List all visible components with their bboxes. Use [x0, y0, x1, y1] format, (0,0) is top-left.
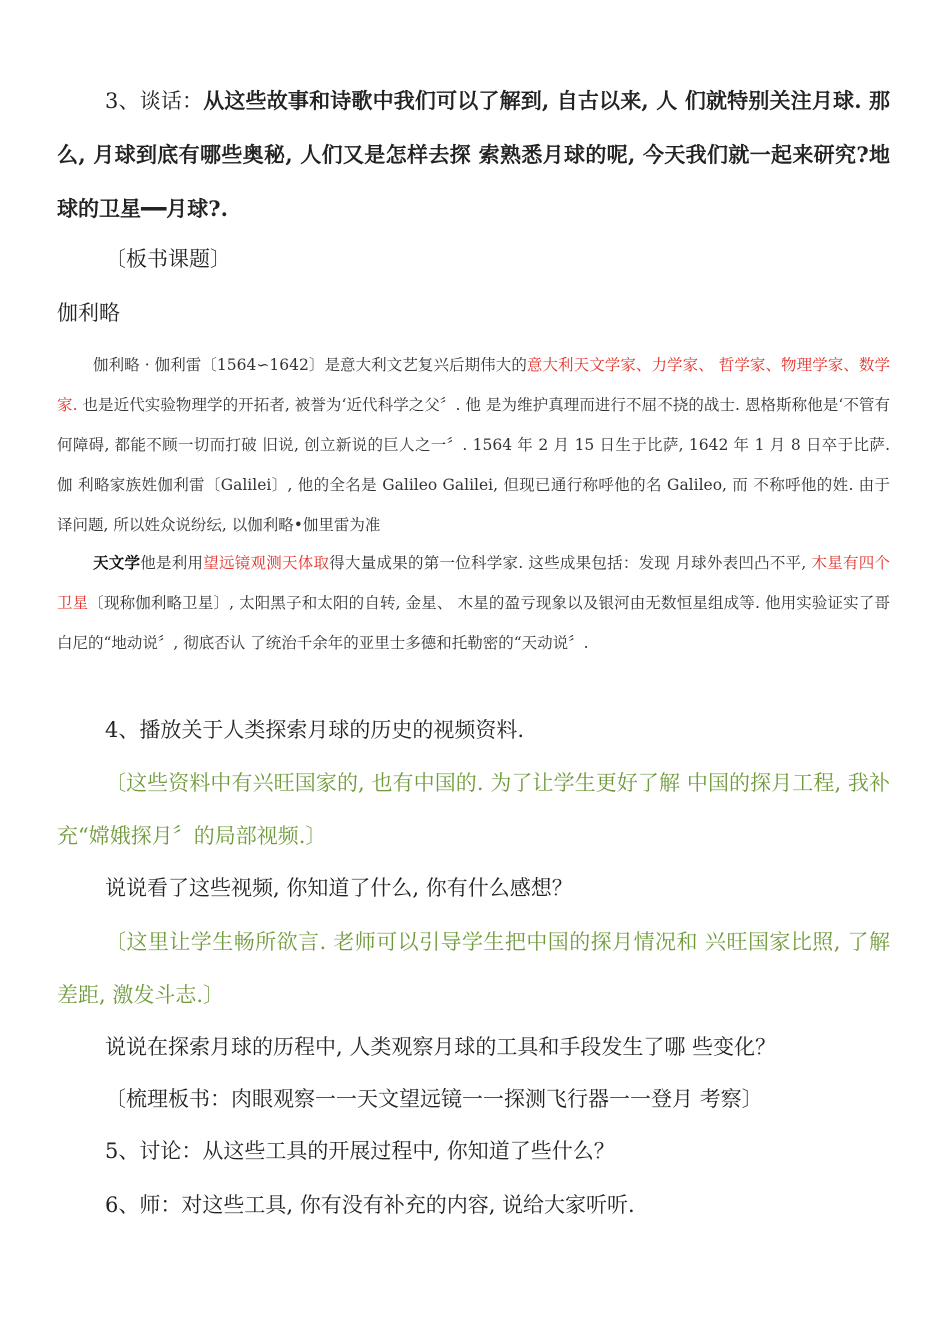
section-5: 5、讨论：从这些工具的开展过程中, 你知道了些什么？: [105, 1139, 615, 1163]
section-3-bold-text: 从这些故事和诗歌中我们可以了解到, 自古以来, 人 们就特别关注月球. 那么, 月球到底有哪些奥秘, 人们又是怎样去探 索熟悉月球的呢, 今天我们就一起来研究?地球的卫星━━月球?.: [57, 88, 890, 221]
astronomy-telescope: 望远镜观测天体取: [203, 554, 330, 572]
section-6: 6、师：对这些工具, 你有没有补充的内容, 说给大家听听.: [105, 1193, 635, 1217]
astronomy-text-3: 〔现称伽利略卫星〕, 太阳黑子和太阳的自转, 金星、 木星的盈亏现象以及银河由无数恒星组成等. 他用实验证实了哥白尼的“地动说〞, 彻底否认 了统治千余年的亚里士多德和托勒密的“天动说〞.: [57, 594, 890, 652]
astronomy-text-2: 得大量成果的第一位科学家. 这些成果包括：发现 月球外表凹凸不平,: [329, 554, 812, 572]
board-summary: 〔梳理板书：肉眼观察一一天文望远镜一一探测飞行器一一登月 考察〕: [105, 1087, 763, 1111]
astronomy-text-1: 他是利用: [140, 554, 204, 572]
galileo-bio-paragraph: [57, 345, 890, 545]
board-title-note: 〔板书课题〕: [105, 247, 231, 271]
galileo-bio-titles: 意大利天文学家、力学家、 哲学家、物理学家、数学家.: [57, 356, 890, 414]
section-3-lead: 3、谈话：: [105, 89, 204, 113]
question-2: 说说在探索月球的历程中, 人类观察月球的工具和手段发生了哪 些变化？: [105, 1035, 777, 1059]
question-1: 说说看了这些视频, 你知道了什么, 你有什么感想？: [105, 876, 573, 900]
galileo-heading: 伽利略: [57, 301, 120, 325]
section-4: 4、播放关于人类探索月球的历史的视频资料.: [105, 718, 525, 742]
astronomy-jupiter-moons: 木星有四个卫星: [57, 554, 890, 612]
galileo-bio-text-2: 也是近代实验物理学的开拓者, 被誉为‘近代科学之父〞. 他 是为维护真理而进行不屈不挠的战士. 恩格斯称他是‘不管有何障碍, 都能不顾一切而打破 旧说, 创立新说的巨人之一〞. 1564 年 2 月 15 日生于比萨, 1642 年 1 月 8 日卒于比萨. 伽 利略家族姓伽利雷〔Galilei〕, 他的全名是 Galileo Galilei, 但现已通行称呼他的名 Galileo, 而 不称呼他的姓. 由于译问题, 所以姓众说纷纭, 以伽利略•伽里雷为准: [57, 396, 890, 534]
astronomy-paragraph: [57, 543, 890, 663]
note-video: 〔这些资料中有兴旺国家的, 也有中国的. 为了让学生更好了解 中国的探月工程, 我补充“嫦娥探月〞的局部视频.〕: [57, 771, 890, 848]
note-compare: 〔这里让学生畅所欲言. 老师可以引导学生把中国的探月情况和 兴旺国家比照, 了解差距, 激发斗志.〕: [57, 930, 890, 1007]
section-3-paragraph: [57, 74, 890, 236]
galileo-bio-text-1: 伽利略 · 伽利雷〔1564∽1642〕是意大利文艺复兴后期伟大的: [93, 356, 527, 374]
astronomy-label: 天文学: [93, 553, 141, 572]
